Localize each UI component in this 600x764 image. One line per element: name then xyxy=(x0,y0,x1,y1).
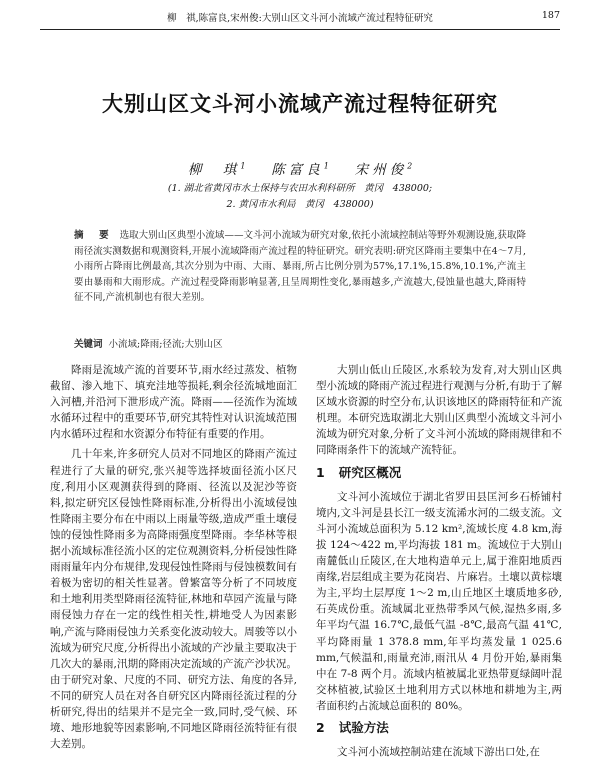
keywords-text: 小流域;降雨;径流;大别山区 xyxy=(108,339,223,350)
body-paragraph: 大别山低山丘陵区,水系较为发育,对大别山区典型小流域的降雨产流过程进行观测与分析,有助于了解区域水资源的时空分布,认识该地区的降雨特征和产流机理。本研究选取湖北大别山区典型小流域文斗河小流域为研究对象,分析了文斗河小流域的降雨规律和不同降雨条件下的流域产流特征。 xyxy=(316,364,562,457)
body-paragraph: 几十年来,许多研究人员对不同地区的降雨产流过程进行了大量的研究,张兴昶等选择坡面径流小区尺度,利用小区观测获得到的降雨、径流以及泥沙等资料,拟定研究区侵蚀性降雨标准,分析得出小流域侵蚀性降雨主要分布在中雨以上雨量等级,造成严重土壤侵蚀的侵蚀性降雨多为高降雨强度型降雨。李华林等根据小流域标准径流小区的定位观测资料,分析侵蚀性降雨雨量年内分布规律,发现侵蚀性降雨与侵蚀模数间有着极为密切的相关性显著。曾繁富等分析了不同坡度和土地利用类型降雨径流特征,林地和草园产流量与降雨侵蚀力存在一定的线性相关性,耕地受人为因素影响,产流与降雨侵蚀力关系变化波动较大。周骏等以小流域为研究尺度,分析得出小流域的产沙量主要取决于几次大的暴雨,汛期的降雨决定流域的产流产沙状况。由于研究对象、尺度的不同、研究方法、角度的各异,不同的研究人员在对各自研究区内降雨径流过程的分析研究,得出的结果并不是完全一致,同时,受气候、环境、地形地貌等因素影响,不同地区降雨径流特征有很大差别。 xyxy=(50,448,297,751)
keywords xyxy=(74,336,526,350)
section-heading-2: 2 试验方法 xyxy=(316,719,389,735)
paper-title: 大别山区文斗河小流域产流过程特征研究 xyxy=(102,92,498,116)
affiliation-2: 2. 黄冈市水利局 黄冈 438000) xyxy=(226,199,374,210)
right-column xyxy=(316,362,562,764)
author-1: 柳 琪$^1$ xyxy=(187,161,246,178)
affiliation-1: (1. 湖北省黄冈市水土保持与农田水利科研所 黄冈 438000; xyxy=(167,183,433,194)
author-3: 宋州俊$^2$ xyxy=(354,161,413,178)
left-column xyxy=(50,362,297,756)
abstract-label: 摘 要 xyxy=(74,230,112,241)
running-head-text: 柳 祺,陈富良,宋州俊:大别山区文斗河小流域产流过程特征研究 xyxy=(167,13,433,24)
section-heading-1: 1 研究区概况 xyxy=(316,464,402,480)
author-2: 陈富良$^1$ xyxy=(271,161,329,178)
body-paragraph: 文斗河小流域位于湖北省罗田县匡河乡石桥铺村境内,文斗河是县长江一级支流浠水河的二级支流。文斗河小流域总面积为 5.12 km²,流域长度 4.8 km,海拔 124～422 m,平均海拔 181 m。流域位于大别山南麓低山丘陵区,在大地构造单元上,属于淮阳地质西南缘,岩层组成主要为花岗岩、片麻岩。土壤以黄棕壤为主,平均土层厚度 1～2 m,山丘地区土壤质地多砂,石英成份重。流域属北亚热带季风气候,湿热多雨,多年平均气温 16.7℃,最低气温 -8℃,最高气温 41℃,平均降雨量 1 378.8 mm,年平均蒸发量 1 025.6 mm,气候温和,雨量充沛,雨汛从 4 月份开始,暴雨集中在 7-8 两个月。流域内植被属北亚热带夏绿阔叶混交林植被,试验区土地利用方式以林地和耕地为主,两者面积约占流域总面积的 80%。 xyxy=(316,490,562,712)
abstract-text: 选取大别山区典型小流域——文斗河小流域为研究对象,依托小流域控制站等野外观测设施,获取降雨径流实测数据和观测资料,开展小流域降雨产流过程的特征研究。研究表明:研究区降雨主要集中在4～7月,小雨所占降雨比例最高,其次分别为中雨、大雨、暴雨,所占比例分别为57%,17.1%,15.8%,10.1%,产流主要由暴雨和大雨形成。产流过程受降雨影响显著,且呈周期性变化,暴雨越多,产流越大,侵蚀量也越大,降雨特征不同,产流机制也有很大差别。 xyxy=(74,230,526,304)
keywords-label: 关键词 xyxy=(74,339,103,350)
page-number: 187 xyxy=(541,10,560,21)
body-paragraph: 降雨是流域产流的首要环节,雨水经过蒸发、植物截留、渗入地下、填充洼地等损耗,剩余径流城地面汇入河槽,并沿河下泄形成产流。降雨——径流作为流域水循环过程中的重要环节,研究其特性对认识流域范围内水循环过程和水资源分布特征有重要的作用。 xyxy=(50,364,297,441)
abstract xyxy=(74,228,526,306)
author-list xyxy=(40,158,560,178)
running-head xyxy=(40,10,560,26)
body-paragraph: 文斗河小流域控制站建在流域下游出口处,在 xyxy=(337,746,540,759)
header-rule xyxy=(40,29,560,30)
